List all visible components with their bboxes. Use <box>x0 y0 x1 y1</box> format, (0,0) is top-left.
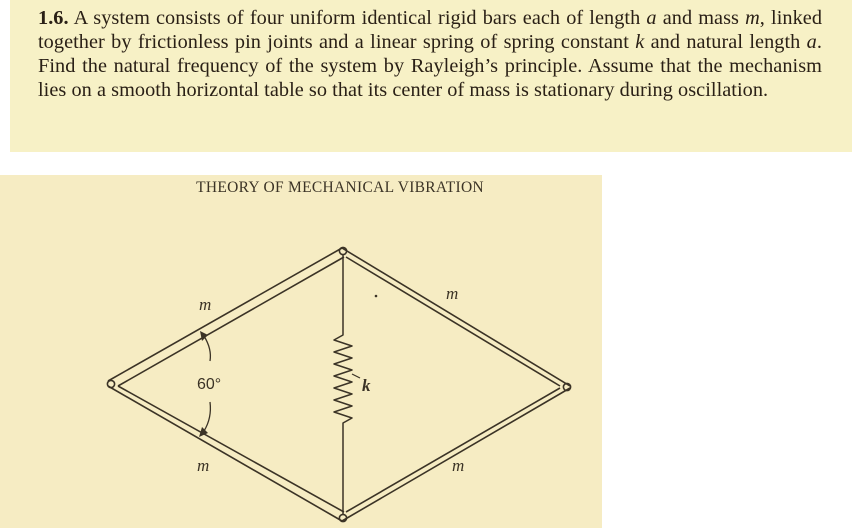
angle-arc-upper <box>204 336 210 361</box>
running-head: THEORY OF MECHANICAL VIBRATION <box>196 179 484 196</box>
problem-variable: m <box>745 7 760 29</box>
problem-variable: a <box>806 31 817 53</box>
label-spring-k: k <box>362 376 371 395</box>
angle-arc-lower <box>204 402 210 431</box>
problem-text-run: and mass <box>656 7 746 29</box>
angle-arrow-upper <box>200 331 208 341</box>
label-mass-upper-right: m <box>446 284 459 303</box>
problem-text-run: , linked together by frictionless pin joints and a linear spring of spring constant <box>38 7 823 53</box>
problem-text <box>38 6 822 102</box>
bar-upper-left <box>108 248 344 386</box>
problem-number: 1.6. <box>38 7 69 29</box>
problem-text-run: . Find the natural frequency of the system by Rayleigh’s principle. Assume that the mechanism lies on a smooth horizontal table so that its center of mass is stationary during oscillation. <box>38 31 822 101</box>
spring-pointer <box>352 374 360 378</box>
bar-lower-right <box>342 388 570 521</box>
stray-dot <box>375 295 378 298</box>
bar-upper-right <box>342 248 570 386</box>
figure-panel <box>0 175 602 528</box>
joint-left <box>107 380 114 387</box>
problem-statement <box>10 0 852 152</box>
problem-variable: k <box>635 31 645 53</box>
bar-lower-left <box>108 386 344 521</box>
label-mass-lower-left: m <box>197 456 210 475</box>
linkage-diagram <box>0 175 602 528</box>
problem-variable: a <box>646 7 657 29</box>
problem-text-run: A system consists of four uniform identical rigid bars each of length <box>73 7 647 29</box>
label-mass-upper-left: m <box>199 295 212 314</box>
problem-text-run: and natural length <box>644 31 807 53</box>
label-angle: 60° <box>197 376 222 393</box>
spring-k <box>334 255 352 514</box>
label-mass-lower-right: m <box>452 456 465 475</box>
